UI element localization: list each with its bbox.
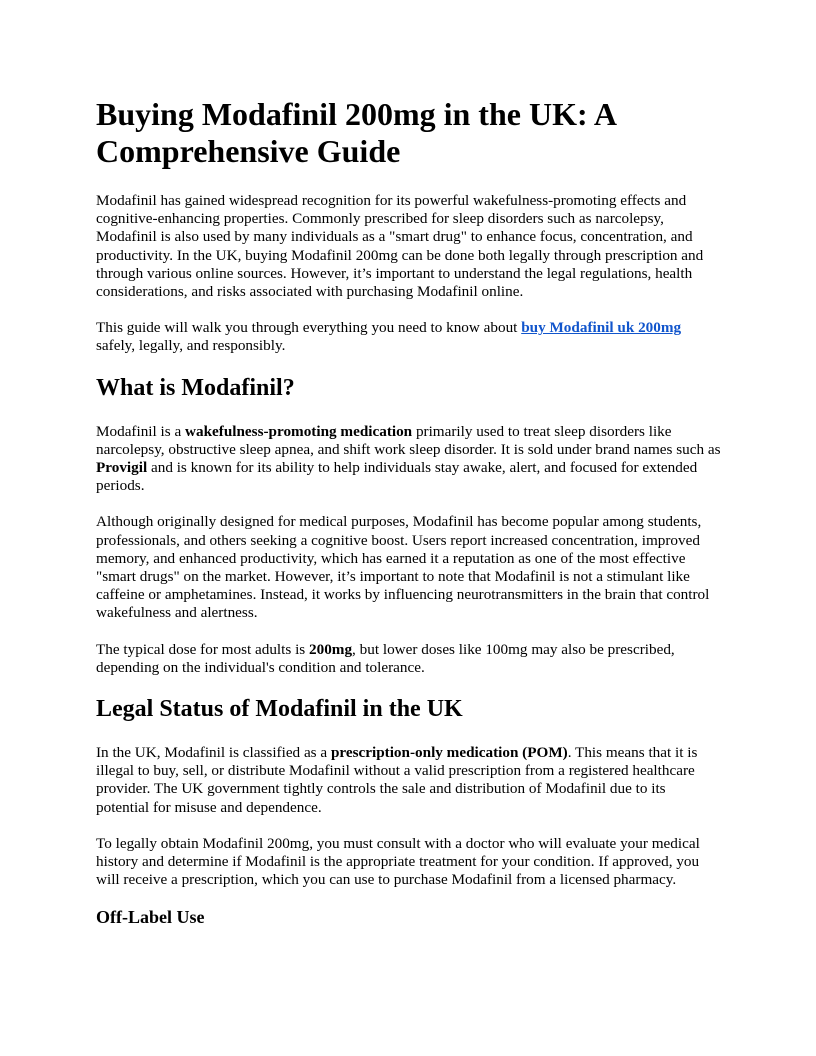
bold-term-dose: 200mg	[309, 640, 353, 658]
what-is-paragraph-3	[96, 641, 722, 677]
document-page	[96, 96, 722, 928]
bold-term-wakefulness: wakefulness-promoting medication	[185, 422, 413, 440]
text-run: primarily used to treat sleep disorders like narcolepsy, obstructive sleep apnea, and shift work sleep disorder. It is sold under brand names such as	[96, 422, 721, 458]
buy-modafinil-link[interactable]: buy Modafinil uk 200mg	[521, 319, 682, 337]
text-run: Modafinil is a	[96, 422, 186, 440]
text-run: and is known for its ability to help individuals stay awake, alert, and focused for extended periods.	[96, 459, 698, 495]
subheading-off-label-use: Off-Label Use	[96, 907, 205, 928]
text-run: , but lower doses like 100mg may also be prescribed, depending on the individual's condition and tolerance.	[96, 640, 675, 676]
what-is-paragraph-2: Although originally designed for medical purposes, Modafinil has become popular among students, professionals, and others seeking a cognitive boost. Users report increased concentration, improved memory, and enhanced productivity, which has earned it a reputation as one of the most effective "smart drugs" on the market. However, it’s important to note that Modafinil is not a stimulant like caffeine or amphetamines. Instead, it works by influencing neurotransmitters in the brain that control wakefulness and alertness.	[96, 513, 710, 622]
legal-paragraph-2: To legally obtain Modafinil 200mg, you must consult with a doctor who will evaluate your medical history and determine if Modafinil is the appropriate treatment for your condition. If approved, you will receive a prescription, which you can use to purchase Modafinil from a licensed pharmacy.	[96, 834, 700, 889]
intro-paragraph-2	[96, 319, 722, 355]
intro-p2-text-after: safely, legally, and responsibly.	[96, 337, 286, 355]
bold-term-pom: prescription-only medication (POM)	[330, 744, 568, 762]
section-heading-what-is: What is Modafinil?	[96, 374, 295, 401]
page-title: Buying Modafinil 200mg in the UK: A Comprehensive Guide	[96, 96, 616, 169]
bold-term-provigil: Provigil	[96, 459, 148, 477]
intro-p2-text-before: This guide will walk you through everything you need to know about	[96, 319, 522, 337]
text-run: In the UK, Modafinil is classified as a	[96, 744, 331, 762]
text-run: The typical dose for most adults is	[96, 640, 310, 658]
legal-paragraph-1	[96, 744, 722, 817]
text-run: . This means that it is illegal to buy, sell, or distribute Modafinil without a valid prescription from a registered healthcare provider. The UK government tightly controls the sale and distribution of Modafinil due to its potential for misuse and dependence.	[96, 744, 698, 816]
section-heading-legal-status: Legal Status of Modafinil in the UK	[96, 696, 463, 723]
what-is-paragraph-1	[96, 423, 722, 496]
intro-paragraph-1: Modafinil has gained widespread recognition for its powerful wakefulness-promoting effects and cognitive-enhancing properties. Commonly prescribed for sleep disorders such as narcolepsy, Modafinil is also used by many individuals as a "smart drug" to enhance focus, concentration, and productivity. In the UK, buying Modafinil 200mg can be done both legally through prescription and through various online sources. However, it’s important to understand the legal regulations, health considerations, and risks associated with purchasing Modafinil online.	[96, 192, 704, 301]
